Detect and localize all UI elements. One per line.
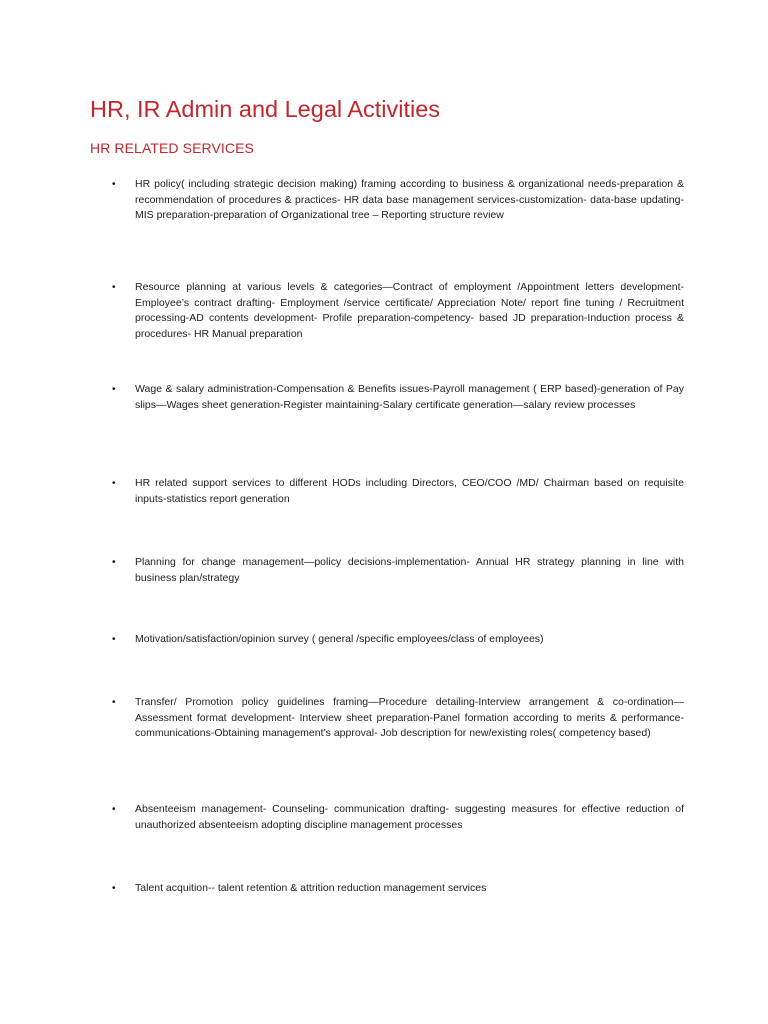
list-item-text: HR related support services to different HODs including Directors, CEO/COO /MD/ Chairman based on requisite inputs-statistics report generation [135, 477, 684, 505]
list-item-text: Resource planning at various levels & categories—Contract of employment /Appointment letters development- Employee’s contract drafting- Employment /service certificate/ Appreciation Note/ report fine tuning / Recruitment processing-AD contents development- Profile preparation-competency- based JD preparation-Induction process & procedures- HR Manual preparation [135, 281, 684, 340]
list-item [112, 177, 684, 224]
list-item-text: Wage & salary administration-Compensation & Benefits issues-Payroll management ( ERP based)-generation of Pay slips—Wages sheet generation-Register maintaining-Salary certificate generation—salary review processes [135, 383, 684, 411]
list-item [112, 802, 684, 833]
list-item [112, 382, 684, 413]
section-heading: HR RELATED SERVICES [90, 140, 254, 156]
list-item [112, 695, 684, 742]
list-item [112, 881, 684, 897]
list-item-text: Transfer/ Promotion policy guidelines framing—Procedure detailing-Interview arrangement & co-ordination—Assessment format development- Interview sheet preparation-Panel formation according to merits & performance- communications-Obtaining management’s approval- Job description for new/existing roles( competency based) [135, 696, 684, 739]
list-item [112, 280, 684, 342]
list-item-text: HR policy( including strategic decision making) framing according to business & organizational needs-preparation & recommendation of procedures & practices- HR data base management services-customization- data-base updating-MIS preparation-preparation of Organizational tree – Reporting structure review [135, 178, 684, 221]
bullet-icon: • [112, 804, 116, 815]
bullet-icon: • [112, 179, 116, 190]
list-item-text: Absenteeism management- Counseling- communication drafting- suggesting measures for effective reduction of unauthorized absenteeism adopting discipline management processes [135, 803, 684, 831]
bullet-icon: • [112, 282, 116, 293]
bullet-icon: • [112, 478, 116, 489]
bullet-icon: • [112, 697, 116, 708]
list-item-text: Motivation/satisfaction/opinion survey ( general /specific employees/class of employees) [135, 633, 544, 645]
list-item [112, 476, 684, 507]
bullet-icon: • [112, 384, 116, 395]
list-item-text: Planning for change management—policy decisions-implementation- Annual HR strategy planning in line with business plan/strategy [135, 556, 684, 584]
list-item-text: Talent acquition-- talent retention & attrition reduction management services [135, 882, 487, 894]
list-item [112, 632, 684, 648]
bullet-icon: • [112, 883, 116, 894]
bullet-icon: • [112, 557, 116, 568]
page-title: HR, IR Admin and Legal Activities [90, 96, 441, 122]
list-item [112, 555, 684, 586]
bullet-icon: • [112, 634, 116, 645]
